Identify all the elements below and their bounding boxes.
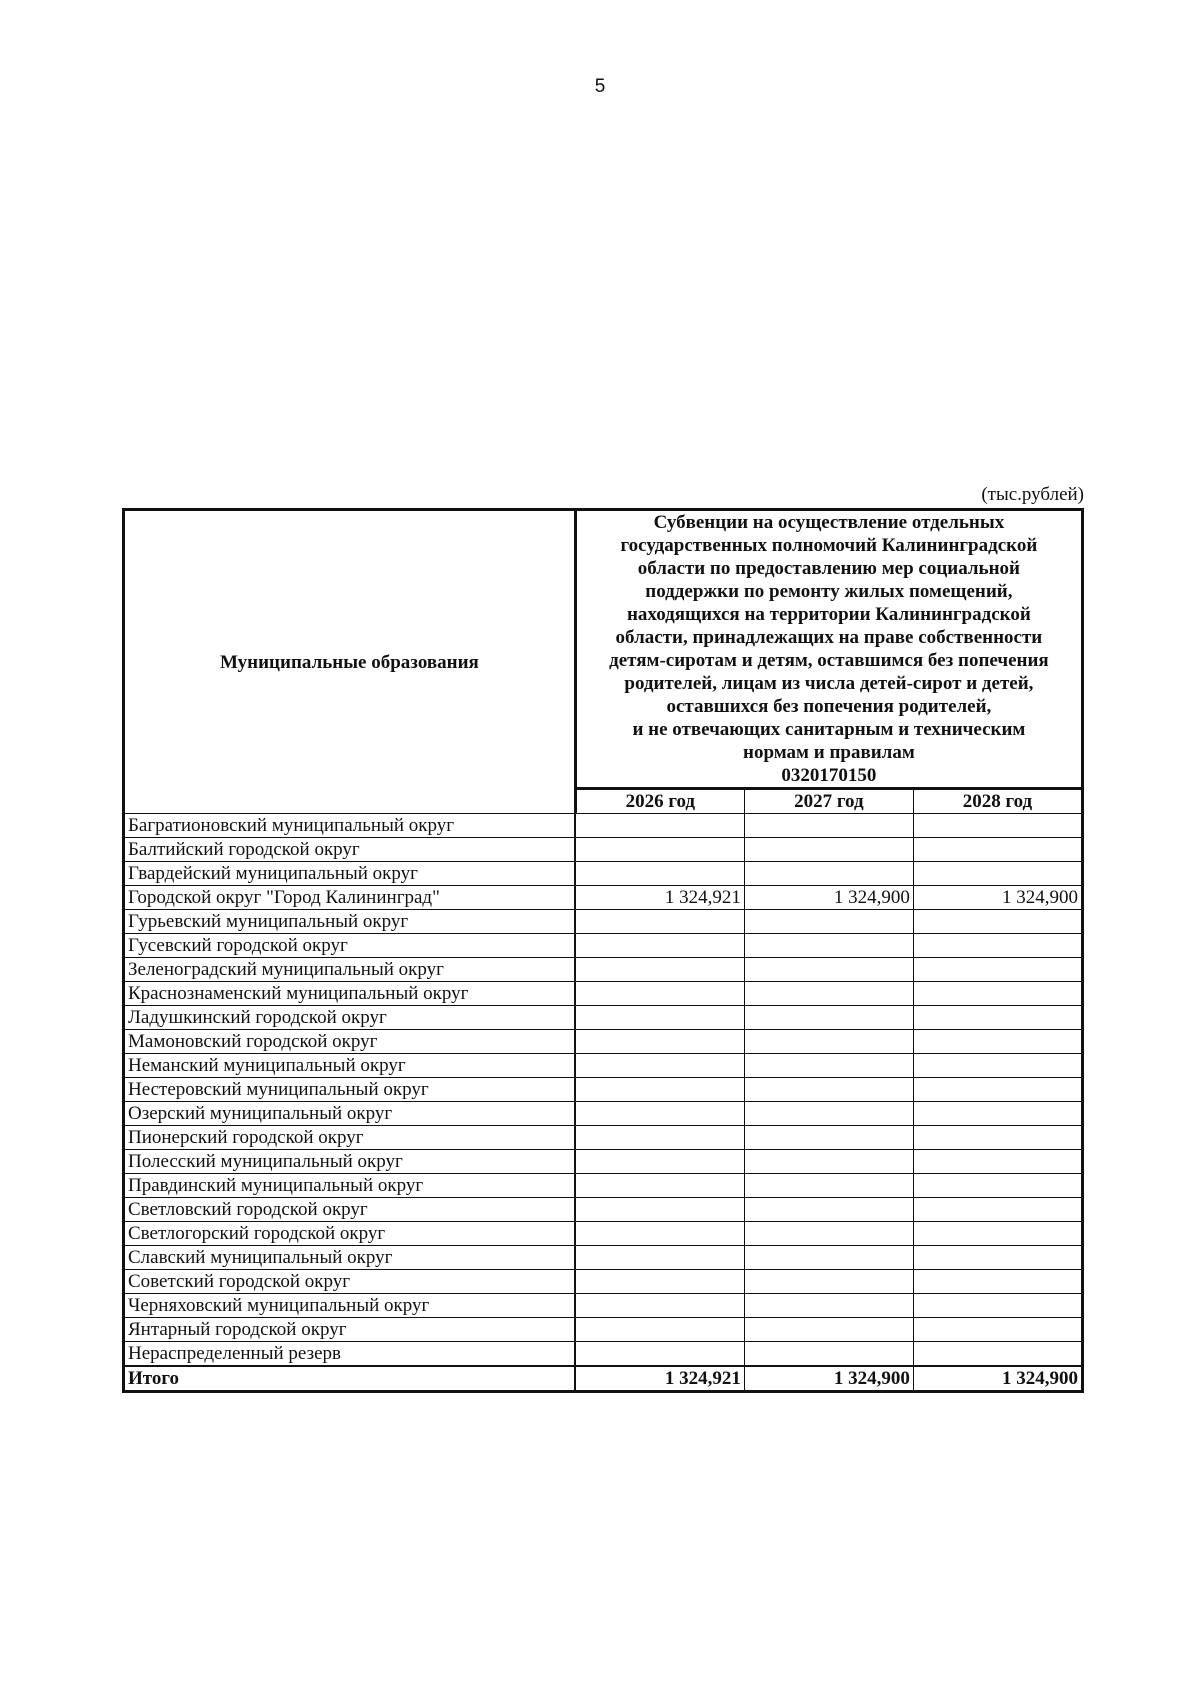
value-2028: [913, 1078, 1082, 1102]
table-row: [124, 814, 1083, 838]
value-2027: [744, 1174, 913, 1198]
municipality-name: Гвардейский муниципальный округ: [124, 862, 576, 886]
municipality-name: Гурьевский муниципальный округ: [124, 910, 576, 934]
value-2027: [744, 958, 913, 982]
value-2028: [913, 934, 1082, 958]
table-row: [124, 1078, 1083, 1102]
value-2028: [913, 1006, 1082, 1030]
value-2026: [575, 1030, 744, 1054]
value-2026: [575, 1342, 744, 1367]
municipality-name: Гусевский городской округ: [124, 934, 576, 958]
value-2027: [744, 1102, 913, 1126]
value-2027: [744, 1078, 913, 1102]
table-row: [124, 910, 1083, 934]
municipality-name: Багратионовский муниципальный округ: [124, 814, 576, 838]
value-2026: [575, 862, 744, 886]
value-2027: [744, 814, 913, 838]
value-2027: [744, 1054, 913, 1078]
municipality-name: Советский городской округ: [124, 1270, 576, 1294]
table-row: [124, 1006, 1083, 1030]
value-2026: [575, 958, 744, 982]
value-2028: [913, 838, 1082, 862]
value-2027: [744, 1342, 913, 1367]
total-2026: 1 324,921: [575, 1366, 744, 1392]
value-2026: [575, 1222, 744, 1246]
units-label: (тыс.рублей): [981, 484, 1084, 505]
value-2027: [744, 1222, 913, 1246]
value-2026: [575, 814, 744, 838]
table-row: [124, 934, 1083, 958]
table-row: [124, 1318, 1083, 1342]
value-2027: [744, 1294, 913, 1318]
value-2028: [913, 910, 1082, 934]
page-number: 5: [594, 76, 606, 97]
value-2026: [575, 1246, 744, 1270]
table-row: [124, 1198, 1083, 1222]
value-2028: [913, 1198, 1082, 1222]
value-2026: [575, 1102, 744, 1126]
value-2028: [913, 1270, 1082, 1294]
municipality-name: Мамоновский городской округ: [124, 1030, 576, 1054]
table-row: [124, 838, 1083, 862]
value-2028: [913, 1174, 1082, 1198]
value-2027: [744, 910, 913, 934]
value-2026: [575, 1198, 744, 1222]
header-row-main: [124, 510, 1083, 789]
total-label: Итого: [124, 1366, 576, 1392]
value-2028: [913, 1054, 1082, 1078]
value-2028: [913, 1342, 1082, 1367]
value-2028: [913, 982, 1082, 1006]
table-row: [124, 1126, 1083, 1150]
value-2027: [744, 1198, 913, 1222]
value-2028: [913, 1102, 1082, 1126]
value-2028: 1 324,900: [913, 886, 1082, 910]
value-2026: [575, 982, 744, 1006]
value-2028: [913, 862, 1082, 886]
subvention-title: Субвенции на осуществление отдельных государственных полномочий Калининградской области по предоставлению мер социальной поддержки по ремонту жилых помещений, находящихся на территории Калининградской области, принадлежащих на праве собственности детям-сиротам и детям, оставшимся без попечения родителей, лицам из числа детей-сирот и детей, оставшихся без попечения родителей, и не отвечающих санитарным и техническим нормам и правилам: [609, 512, 1049, 763]
municipality-name: Правдинский муниципальный округ: [124, 1174, 576, 1198]
municipality-name: Черняховский муниципальный округ: [124, 1294, 576, 1318]
value-2026: [575, 910, 744, 934]
subvention-code: 0320170150: [781, 765, 877, 786]
value-2026: [575, 1174, 744, 1198]
value-2027: [744, 862, 913, 886]
municipality-name: Светловский городской округ: [124, 1198, 576, 1222]
total-2027: 1 324,900: [744, 1366, 913, 1392]
value-2026: [575, 1054, 744, 1078]
value-2027: [744, 1030, 913, 1054]
year-header-2026: 2026 год: [575, 789, 744, 814]
value-2027: [744, 1126, 913, 1150]
value-2026: 1 324,921: [575, 886, 744, 910]
value-2026: [575, 838, 744, 862]
table-footer: [124, 1366, 1083, 1392]
municipality-name: Нестеровский муниципальный округ: [124, 1078, 576, 1102]
table-row: [124, 1150, 1083, 1174]
municipality-name: Нераспределенный резерв: [124, 1342, 576, 1367]
value-2028: [913, 958, 1082, 982]
table-row: [124, 1054, 1083, 1078]
municipality-name: Зеленоградский муниципальный округ: [124, 958, 576, 982]
municipality-name: Озерский муниципальный округ: [124, 1102, 576, 1126]
value-2027: [744, 1270, 913, 1294]
municipality-name: Славский муниципальный округ: [124, 1246, 576, 1270]
table-row: [124, 1174, 1083, 1198]
subvention-table: [122, 508, 1084, 1393]
value-2026: [575, 934, 744, 958]
value-2026: [575, 1126, 744, 1150]
municipal-column-header: Муниципальные образования: [124, 510, 576, 814]
table-row: [124, 886, 1083, 910]
value-2027: [744, 838, 913, 862]
value-2028: [913, 814, 1082, 838]
municipality-name: Балтийский городской округ: [124, 838, 576, 862]
value-2028: [913, 1126, 1082, 1150]
value-2027: [744, 1150, 913, 1174]
value-2026: [575, 1294, 744, 1318]
total-2028: 1 324,900: [913, 1366, 1082, 1392]
value-2027: 1 324,900: [744, 886, 913, 910]
municipality-name: Пионерский городской округ: [124, 1126, 576, 1150]
table-row: [124, 862, 1083, 886]
value-2027: [744, 934, 913, 958]
value-2027: [744, 1318, 913, 1342]
value-2026: [575, 1270, 744, 1294]
table-row: [124, 958, 1083, 982]
municipality-name: Полесский муниципальный округ: [124, 1150, 576, 1174]
table-body: [124, 814, 1083, 1367]
table-row: [124, 1222, 1083, 1246]
value-2026: [575, 1150, 744, 1174]
year-header-2027: 2027 год: [744, 789, 913, 814]
value-2026: [575, 1006, 744, 1030]
table-header: [124, 510, 1083, 814]
total-row: [124, 1366, 1083, 1392]
table-row: [124, 1246, 1083, 1270]
value-2028: [913, 1222, 1082, 1246]
value-2027: [744, 982, 913, 1006]
value-2028: [913, 1318, 1082, 1342]
municipality-name: Ладушкинский городской округ: [124, 1006, 576, 1030]
table-row: [124, 1030, 1083, 1054]
municipality-name: Городской округ "Город Калининград": [124, 886, 576, 910]
value-2028: [913, 1030, 1082, 1054]
value-2028: [913, 1150, 1082, 1174]
year-header-2028: 2028 год: [913, 789, 1082, 814]
table-row: [124, 1294, 1083, 1318]
table-row: [124, 982, 1083, 1006]
subvention-column-header: [575, 510, 1082, 789]
municipality-name: Светлогорский городской округ: [124, 1222, 576, 1246]
table-row: [124, 1102, 1083, 1126]
value-2027: [744, 1006, 913, 1030]
table-row: [124, 1342, 1083, 1367]
municipality-name: Неманский муниципальный округ: [124, 1054, 576, 1078]
value-2026: [575, 1318, 744, 1342]
municipality-name: Краснознаменский муниципальный округ: [124, 982, 576, 1006]
value-2028: [913, 1246, 1082, 1270]
table-row: [124, 1270, 1083, 1294]
value-2027: [744, 1246, 913, 1270]
value-2028: [913, 1294, 1082, 1318]
value-2026: [575, 1078, 744, 1102]
municipality-name: Янтарный городской округ: [124, 1318, 576, 1342]
